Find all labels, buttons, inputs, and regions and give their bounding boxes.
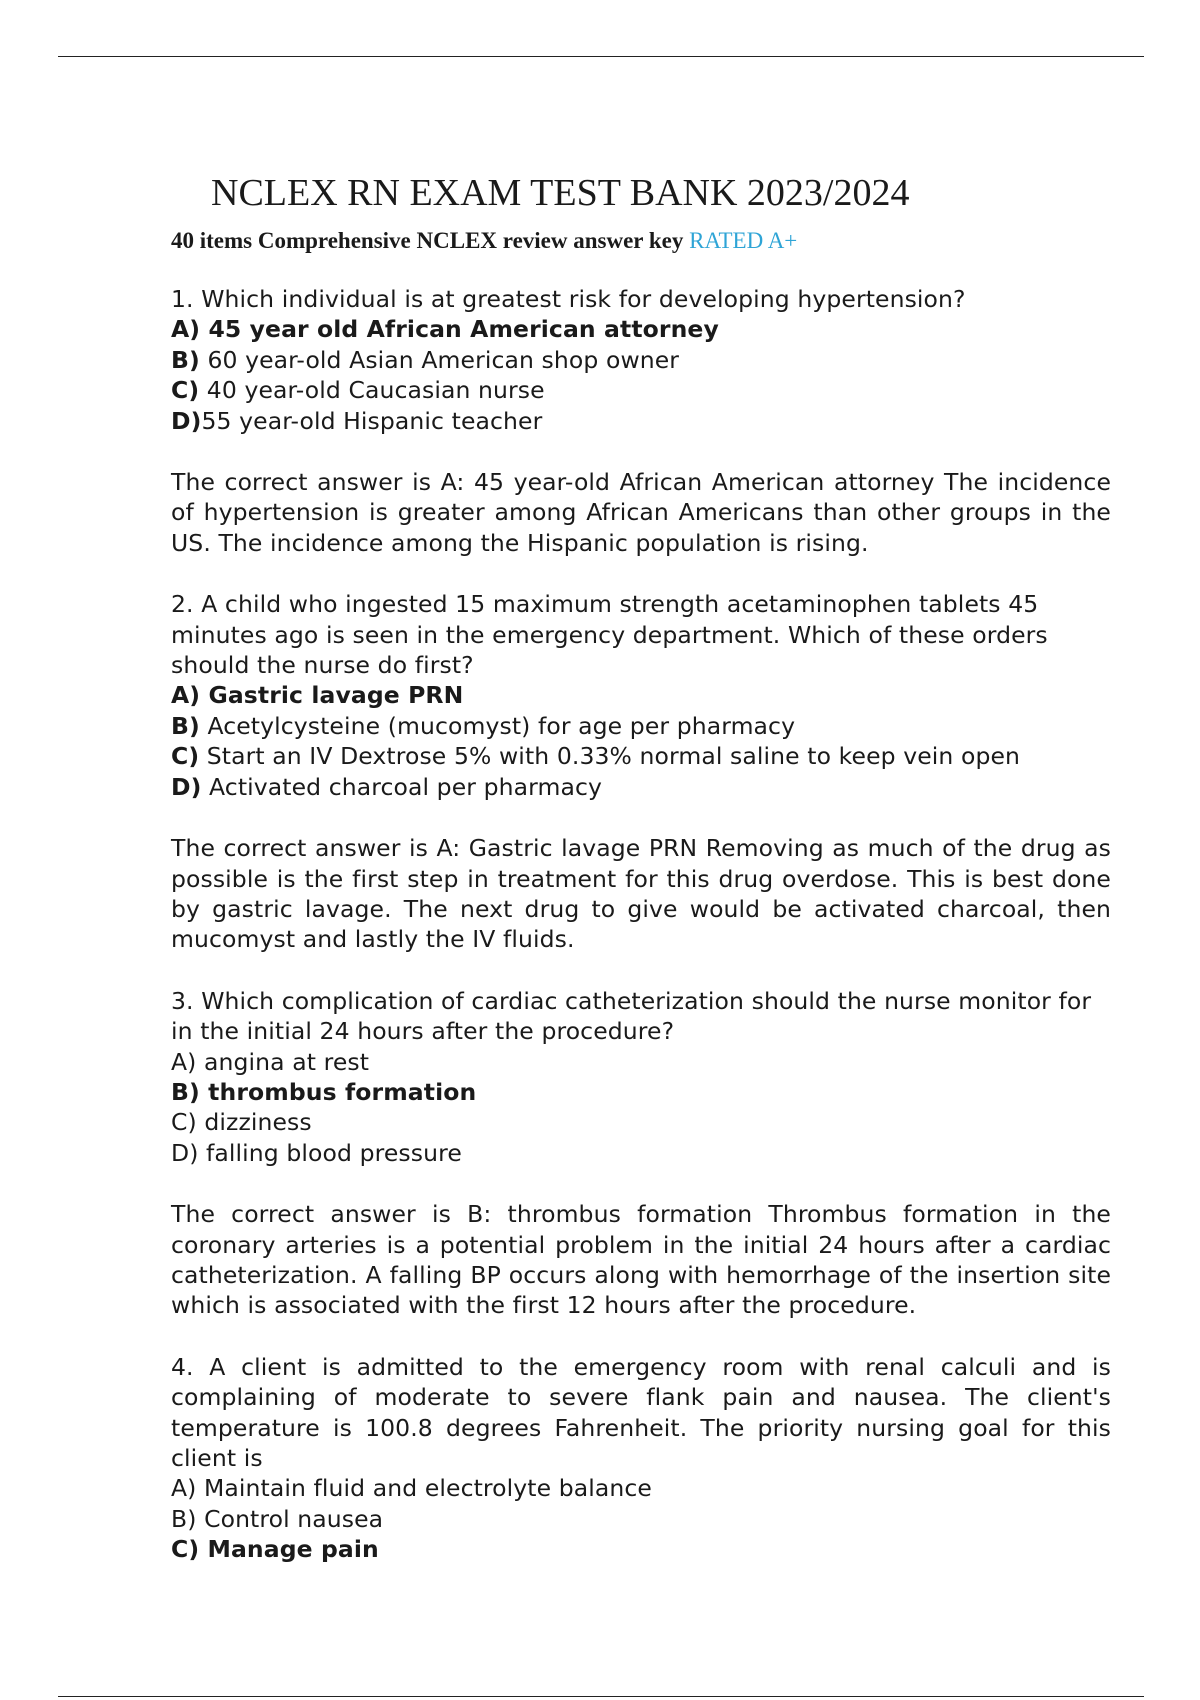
option-a: A) Maintain fluid and electrolyte balance [171,1474,652,1503]
options-list [171,1473,1111,1564]
answer-explanation: The correct answer is B: thrombus formation Thrombus formation in the coronary arteries is a potential problem in the initial 24 hours after a cardiac catheterization. A falling BP occurs along with hemorrhage of the insertion site which is associated with the first 12 hours after the procedure. [171,1200,1111,1320]
option-b: B) 60 year-old Asian American shop owner [171,345,680,374]
question-3 [171,986,1111,1321]
top-rule [58,56,1144,57]
document-body [171,168,1111,1565]
option-d: D) Activated charcoal per pharmacy [171,772,602,801]
rated-badge: RATED A+ [689,228,798,253]
option-b: B) thrombus formation [171,1077,477,1106]
question-1 [171,284,1111,558]
options-list [171,680,1111,802]
option-c: C) Start an IV Dextrose 5% with 0.33% normal saline to keep vein open [171,742,1021,771]
question-4 [171,1352,1111,1565]
page-title: NCLEX RN EXAM TEST BANK 2023/2024 [211,172,910,214]
option-a: A) Gastric lavage PRN [171,681,464,710]
option-a: A) 45 year old African American attorney [171,315,719,344]
answer-explanation: The correct answer is A: 45 year-old African American attorney The incidence of hypertension is greater among African Americans than other groups in the US. The incidence among the Hispanic population is rising. [171,468,1111,557]
page-subtitle [171,226,1111,256]
option-a: A) angina at rest [171,1047,370,1076]
options-list [171,1047,1111,1169]
option-c: C) dizziness [171,1108,312,1137]
answer-explanation: The correct answer is A: Gastric lavage PRN Removing as much of the drug as possible is the first step in treatment for this drug overdose. This is best done by gastric lavage. The next drug to give would be activated charcoal, then mucomyst and lastly the IV fluids. [171,834,1111,954]
question-2 [171,589,1111,954]
question-prompt: 1. Which individual is at greatest risk for developing hypertension? [171,285,966,313]
option-d: D) falling blood pressure [171,1138,462,1167]
option-c: C) Manage pain [171,1535,379,1564]
question-prompt: 3. Which complication of cardiac catheterization should the nurse monitor for in the initial 24 hours after the procedure? [171,986,1092,1046]
option-c: C) 40 year-old Caucasian nurse [171,376,545,405]
option-d: D)55 year-old Hispanic teacher [171,406,543,435]
subtitle-text: 40 items Comprehensive NCLEX review answer key [171,228,684,253]
option-b: B) Acetylcysteine (mucomyst) for age per pharmacy [171,711,796,740]
options-list [171,314,1111,436]
question-prompt: 2. A child who ingested 15 maximum strength acetaminophen tablets 45 minutes ago is seen in the emergency department. Which of these orders should the nurse do first? [171,590,1048,680]
bottom-rule [58,1696,1144,1697]
option-b: B) Control nausea [171,1504,384,1533]
question-prompt: 4. A client is admitted to the emergency room with renal calculi and is complaining of moderate to severe flank pain and nausea. The client's temperature is 100.8 degrees Fahrenheit. The priority nursing goal for this client is [171,1352,1111,1472]
